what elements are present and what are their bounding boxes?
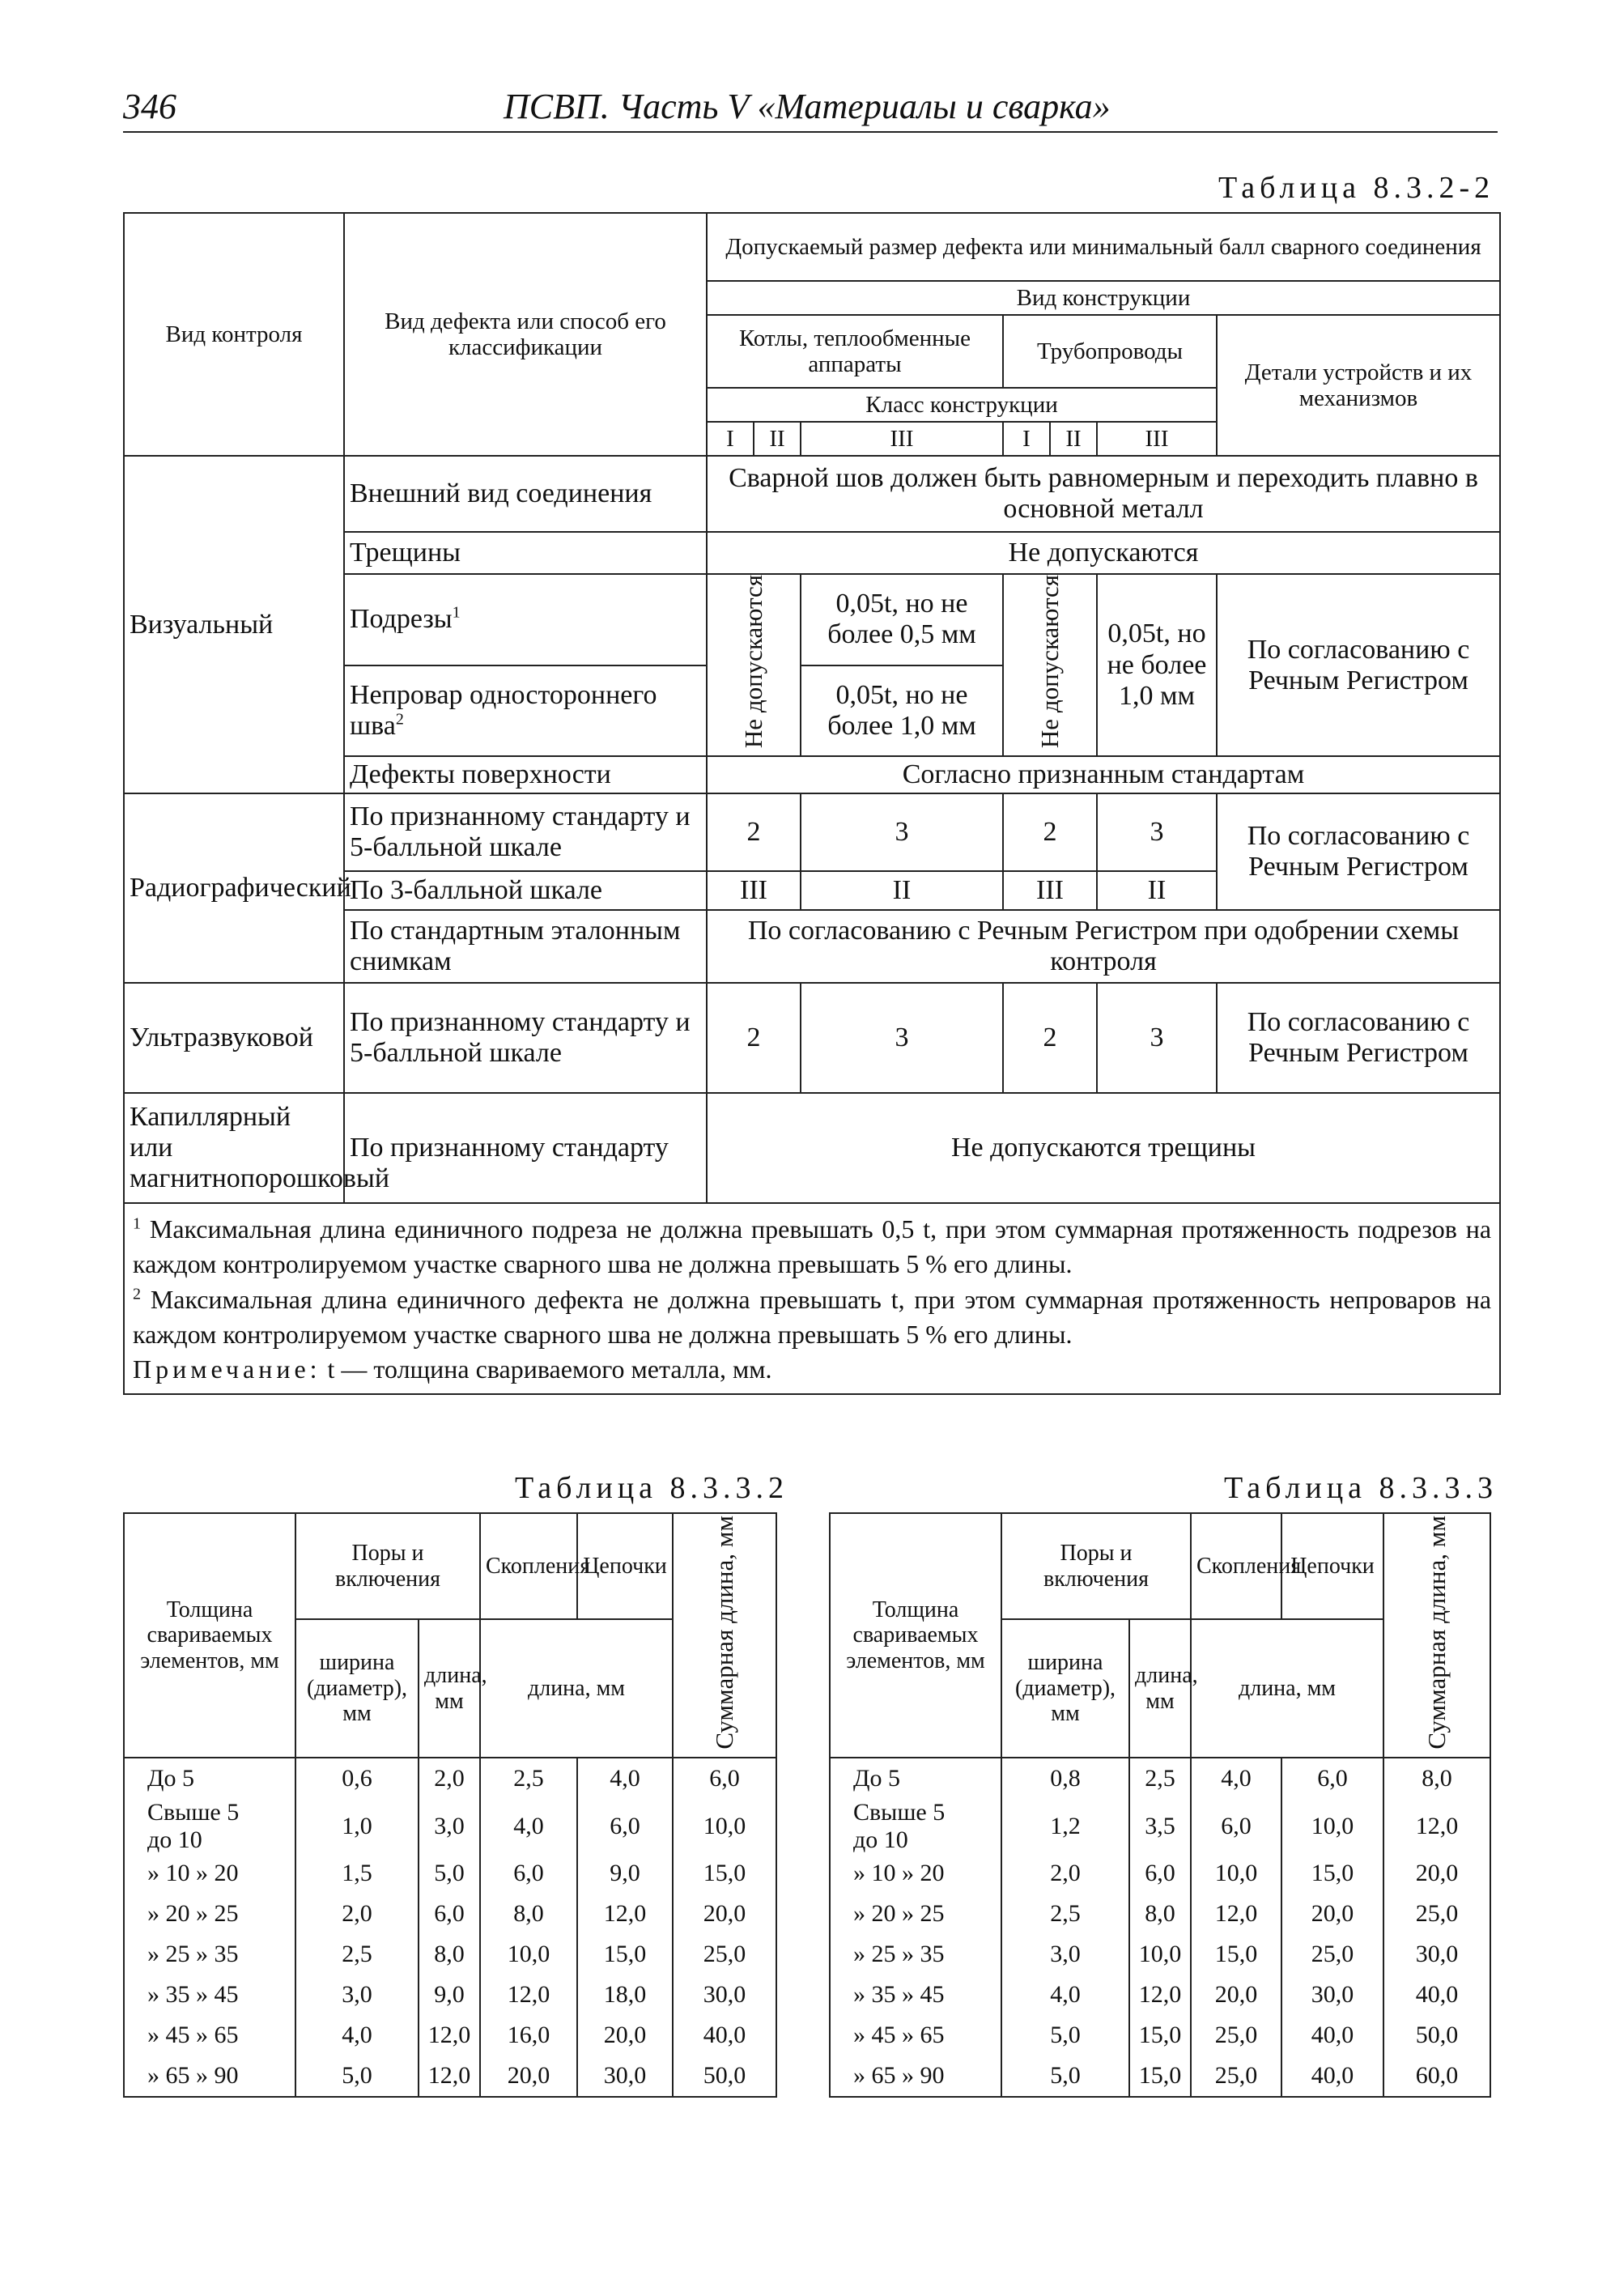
thickness-range: » 20 » 25 bbox=[853, 1900, 945, 1928]
thickness-cell bbox=[830, 1894, 1001, 1934]
radio-grade: III bbox=[707, 871, 801, 910]
pipes-value: 0,05t, но не более 1,0 мм bbox=[1097, 574, 1217, 756]
thickness-cell bbox=[124, 2056, 295, 2097]
defect-acceptance-table bbox=[123, 212, 1501, 1395]
value-cell: 30,0 bbox=[577, 2056, 673, 2097]
table-row bbox=[124, 1894, 776, 1934]
col-thickness: Толщина свариваемых элементов, мм bbox=[124, 1513, 295, 1758]
col-total: Суммарная длина, мм bbox=[1383, 1513, 1490, 1758]
table-row bbox=[830, 1975, 1490, 2015]
value-cell: 10,0 bbox=[673, 1799, 776, 1853]
ultra-value: 2 bbox=[707, 983, 801, 1093]
table-row bbox=[124, 1799, 776, 1853]
value-cell: 5,0 bbox=[419, 1853, 480, 1894]
thickness-range: » 35 » 45 bbox=[147, 1981, 239, 2009]
thickness-cell bbox=[830, 1799, 1001, 1853]
value-cell: 20,0 bbox=[1383, 1853, 1490, 1894]
col-total: Суммарная длина, мм bbox=[673, 1513, 776, 1758]
radio-value: 3 bbox=[1097, 793, 1217, 871]
thickness-cell bbox=[124, 1853, 295, 1894]
col-header-construction-type: Вид конструкции bbox=[707, 281, 1500, 315]
value-cell: 15,0 bbox=[673, 1853, 776, 1894]
value-cell: 8,0 bbox=[1129, 1894, 1191, 1934]
value-cell: 0,8 bbox=[1001, 1758, 1129, 1799]
value-cell: 10,0 bbox=[480, 1934, 577, 1975]
value-cell: 1,5 bbox=[295, 1853, 419, 1894]
col-chains: Цепочки bbox=[577, 1513, 673, 1619]
value-cracks: Не допускаются bbox=[707, 532, 1500, 574]
col-clusters: Скопления bbox=[480, 1513, 577, 1619]
thickness-range: Свыше 5 bbox=[853, 1798, 946, 1826]
radio-grade: II bbox=[1097, 871, 1217, 910]
col-pores: Поры и включения bbox=[295, 1513, 480, 1619]
table-row bbox=[830, 2056, 1490, 2097]
table-row bbox=[124, 2015, 776, 2056]
thickness-range: » 35 » 45 bbox=[853, 1981, 945, 2009]
table-caption: Таблица 8.3.2-2 bbox=[1218, 171, 1495, 205]
thickness-range: » 10 » 20 bbox=[147, 1860, 239, 1887]
thickness-cell bbox=[124, 1799, 295, 1853]
thickness-range: » 20 » 25 bbox=[147, 1900, 239, 1928]
value-cell: 3,0 bbox=[419, 1799, 480, 1853]
thickness-cell bbox=[830, 2056, 1001, 2097]
table-row bbox=[124, 1975, 776, 2015]
value-cell: 6,0 bbox=[480, 1853, 577, 1894]
value-cell: 4,0 bbox=[1191, 1758, 1281, 1799]
value-cell: 1,0 bbox=[295, 1799, 419, 1853]
thickness-cell bbox=[830, 2015, 1001, 2056]
value-cell: 25,0 bbox=[673, 1934, 776, 1975]
page-header bbox=[123, 81, 1498, 133]
value-cell: 18,0 bbox=[577, 1975, 673, 2015]
table-row bbox=[124, 2056, 776, 2097]
pores-table-1 bbox=[123, 1512, 777, 2098]
value-cell: 30,0 bbox=[673, 1975, 776, 2015]
value-cell: 3,0 bbox=[1001, 1934, 1129, 1975]
class-ii: II bbox=[754, 422, 801, 456]
ultra-value: 3 bbox=[801, 983, 1003, 1093]
value-cell: 9,0 bbox=[419, 1975, 480, 2015]
thickness-cell bbox=[124, 1975, 295, 2015]
footnote-2: $^2$ Максимальная длина единичного дефекта не должна превышать t, при этом суммарная протяженность непроваров на каждом контролируемом участке сварного шва не должна превышать 5 % его длины. bbox=[133, 1284, 1492, 1349]
radio-grade: II bbox=[801, 871, 1003, 910]
thickness-cell bbox=[830, 1758, 1001, 1799]
value-cell: 20,0 bbox=[1281, 1894, 1383, 1934]
ultra-value: 3 bbox=[1097, 983, 1217, 1093]
class-i: I bbox=[707, 422, 754, 456]
col-header-pipelines: Трубопроводы bbox=[1003, 315, 1217, 388]
col-length-short: длина, мм bbox=[419, 1619, 480, 1758]
value-cell: 6,0 bbox=[1191, 1799, 1281, 1853]
value-cell: 2,5 bbox=[1129, 1758, 1191, 1799]
value-cell: 4,0 bbox=[1001, 1975, 1129, 2015]
value-cell: 6,0 bbox=[1129, 1853, 1191, 1894]
radio-details-value: По согласованию с Речным Регистром bbox=[1217, 793, 1500, 910]
footnote-1: $^1$ Максимальная длина единичного подреза не должна превышать 0,5 t, при этом суммарная протяженность подрезов на каждом контролируемом участке сварного шва не должна превышать 5 % его длины. bbox=[133, 1214, 1492, 1279]
value-cell: 16,0 bbox=[480, 2015, 577, 2056]
table-row bbox=[830, 2015, 1490, 2056]
value-cell: 4,0 bbox=[295, 2015, 419, 2056]
value-cell: 40,0 bbox=[1281, 2015, 1383, 2056]
thickness-range: » 65 » 90 bbox=[147, 2062, 239, 2090]
table-row bbox=[830, 1894, 1490, 1934]
col-header-allowed: Допускаемый размер дефекта или минимальный балл сварного соединения bbox=[707, 213, 1500, 281]
value-cell: 40,0 bbox=[673, 2015, 776, 2056]
col-length: длина, мм bbox=[1191, 1619, 1383, 1758]
thickness-range: » 45 » 65 bbox=[147, 2022, 239, 2049]
value-surface: Согласно признанным стандартам bbox=[707, 756, 1500, 793]
value-cell: 2,5 bbox=[480, 1758, 577, 1799]
value-cell: 6,0 bbox=[673, 1758, 776, 1799]
defect-undercuts: Подрезы$^1$ bbox=[344, 574, 707, 665]
value-cell: 12,0 bbox=[480, 1975, 577, 2015]
value-cell: 12,0 bbox=[419, 2056, 480, 2097]
defect-lack-of-penetration: Непровар одностороннего шва$^2$ bbox=[344, 665, 707, 757]
value-cell: 4,0 bbox=[577, 1758, 673, 1799]
ultra-value: 2 bbox=[1003, 983, 1097, 1093]
table-row bbox=[830, 1758, 1490, 1799]
value-cell: 3,0 bbox=[295, 1975, 419, 2015]
value-cell: 2,5 bbox=[1001, 1894, 1129, 1934]
value-cell: 6,0 bbox=[577, 1799, 673, 1853]
value-cell: 9,0 bbox=[577, 1853, 673, 1894]
value-cell: 3,5 bbox=[1129, 1799, 1191, 1853]
value-cell: 60,0 bbox=[1383, 2056, 1490, 2097]
method-visual: Визуальный bbox=[124, 456, 344, 793]
value-cell: 15,0 bbox=[1281, 1853, 1383, 1894]
col-clusters: Скопления bbox=[1191, 1513, 1281, 1619]
value-cell: 2,0 bbox=[1001, 1853, 1129, 1894]
col-header-method: Вид контроля bbox=[124, 213, 344, 456]
table-caption: Таблица 8.3.3.2 bbox=[515, 1471, 789, 1505]
value-cell: 20,0 bbox=[480, 2056, 577, 2097]
value-capillary: Не допускаются трещины bbox=[707, 1093, 1500, 1203]
pores-table-2 bbox=[829, 1512, 1491, 2098]
penetration-boilers: 0,05t, но не более 1,0 мм bbox=[801, 665, 1003, 757]
thickness-range: » 25 » 35 bbox=[147, 1941, 239, 1968]
value-cell: 2,0 bbox=[419, 1758, 480, 1799]
defect-capillary: По признанному стандарту bbox=[344, 1093, 707, 1203]
value-cell: 20,0 bbox=[673, 1894, 776, 1934]
thickness-range: » 10 » 20 bbox=[853, 1860, 945, 1887]
value-cell: 8,0 bbox=[1383, 1758, 1490, 1799]
table-row bbox=[830, 1853, 1490, 1894]
thickness-cell bbox=[830, 1853, 1001, 1894]
thickness-range: » 45 » 65 bbox=[853, 2022, 945, 2049]
value-cell: 4,0 bbox=[480, 1799, 577, 1853]
method-ultrasonic: Ультразвуковой bbox=[124, 983, 344, 1093]
table-row bbox=[124, 1934, 776, 1975]
not-allowed-boilers: Не допускаются bbox=[707, 574, 801, 756]
col-length-short: длина, мм bbox=[1129, 1619, 1191, 1758]
value-cell: 40,0 bbox=[1383, 1975, 1490, 2015]
thickness-range: До 5 bbox=[853, 1765, 900, 1792]
col-length: длина, мм bbox=[480, 1619, 673, 1758]
value-cell: 12,0 bbox=[577, 1894, 673, 1934]
value-cell: 12,0 bbox=[1129, 1975, 1191, 2015]
value-cell: 5,0 bbox=[295, 2056, 419, 2097]
table-row bbox=[124, 1758, 776, 1799]
value-cell: 20,0 bbox=[1191, 1975, 1281, 2015]
thickness-cell bbox=[124, 2015, 295, 2056]
remark: Примечание: t — толщина свариваемого металла, мм. bbox=[133, 1354, 772, 1384]
col-thickness: Толщина свариваемых элементов, мм bbox=[830, 1513, 1001, 1758]
value-radio-etalon: По согласованию с Речным Регистром при одобрении схемы контроля bbox=[707, 910, 1500, 983]
table-row bbox=[124, 1853, 776, 1894]
value-cell: 8,0 bbox=[419, 1934, 480, 1975]
value-cell: 5,0 bbox=[1001, 2015, 1129, 2056]
defect-radio-5scale: По признанному стандарту и 5-балльной шкале bbox=[344, 793, 707, 871]
thickness-cell bbox=[124, 1934, 295, 1975]
page-number: 346 bbox=[123, 87, 176, 126]
table-row bbox=[830, 1799, 1490, 1853]
not-allowed-pipes: Не допускаются bbox=[1003, 574, 1097, 756]
table-body bbox=[124, 1758, 776, 2097]
value-cell: 50,0 bbox=[673, 2056, 776, 2097]
method-radiographic: Радиографический bbox=[124, 793, 344, 983]
value-cell: 15,0 bbox=[1129, 2015, 1191, 2056]
value-cell: 30,0 bbox=[1383, 1934, 1490, 1975]
value-cell: 15,0 bbox=[1191, 1934, 1281, 1975]
thickness-cell bbox=[830, 1934, 1001, 1975]
value-cell: 30,0 bbox=[1281, 1975, 1383, 2015]
value-cell: 10,0 bbox=[1129, 1934, 1191, 1975]
thickness-range: До 5 bbox=[147, 1765, 194, 1792]
value-cell: 8,0 bbox=[480, 1894, 577, 1934]
thickness-cell bbox=[124, 1758, 295, 1799]
col-pores: Поры и включения bbox=[1001, 1513, 1191, 1619]
value-cell: 20,0 bbox=[577, 2015, 673, 2056]
thickness-range: Свыше 5 bbox=[147, 1798, 240, 1826]
value-appearance: Сварной шов должен быть равномерным и переходить плавно в основной металл bbox=[707, 456, 1500, 532]
value-cell: 6,0 bbox=[419, 1894, 480, 1934]
value-cell: 1,2 bbox=[1001, 1799, 1129, 1853]
thickness-range-cont: до 10 bbox=[147, 1826, 202, 1853]
details-value: По согласованию с Речным Регистром bbox=[1217, 574, 1500, 756]
radio-value: 3 bbox=[801, 793, 1003, 871]
value-cell: 15,0 bbox=[1129, 2056, 1191, 2097]
table-caption: Таблица 8.3.3.3 bbox=[1224, 1471, 1498, 1505]
defect-appearance: Внешний вид соединения bbox=[344, 456, 707, 532]
thickness-cell bbox=[830, 1975, 1001, 2015]
value-cell: 0,6 bbox=[295, 1758, 419, 1799]
table-notes bbox=[124, 1203, 1500, 1394]
value-cell: 12,0 bbox=[1191, 1894, 1281, 1934]
value-cell: 10,0 bbox=[1281, 1799, 1383, 1853]
class-iii: III bbox=[801, 422, 1003, 456]
table-body bbox=[830, 1758, 1490, 2097]
thickness-cell bbox=[124, 1894, 295, 1934]
value-cell: 15,0 bbox=[577, 1934, 673, 1975]
value-cell: 12,0 bbox=[419, 2015, 480, 2056]
class-i: I bbox=[1003, 422, 1050, 456]
thickness-range: » 25 » 35 bbox=[853, 1941, 945, 1968]
value-cell: 25,0 bbox=[1383, 1894, 1490, 1934]
value-cell: 2,5 bbox=[295, 1934, 419, 1975]
thickness-range-cont: до 10 bbox=[853, 1826, 908, 1853]
thickness-range: » 65 » 90 bbox=[853, 2062, 945, 2090]
value-cell: 10,0 bbox=[1191, 1853, 1281, 1894]
defect-surface: Дефекты поверхности bbox=[344, 756, 707, 793]
radio-value: 2 bbox=[1003, 793, 1097, 871]
undercut-boilers: 0,05t, но не более 0,5 мм bbox=[801, 574, 1003, 665]
defect-radio-3scale: По 3-балльной шкале bbox=[344, 871, 707, 910]
radio-value: 2 bbox=[707, 793, 801, 871]
col-header-defect: Вид дефекта или способ его классификации bbox=[344, 213, 707, 456]
col-width: ширина (диаметр), мм bbox=[1001, 1619, 1129, 1758]
ultra-details-value: По согласованию с Речным Регистром bbox=[1217, 983, 1500, 1093]
value-cell: 40,0 bbox=[1281, 2056, 1383, 2097]
defect-ultrasonic: По признанному стандарту и 5-балльной шкале bbox=[344, 983, 707, 1093]
value-cell: 12,0 bbox=[1383, 1799, 1490, 1853]
radio-grade: III bbox=[1003, 871, 1097, 910]
defect-cracks: Трещины bbox=[344, 532, 707, 574]
class-iii: III bbox=[1097, 422, 1217, 456]
value-cell: 50,0 bbox=[1383, 2015, 1490, 2056]
table-row bbox=[830, 1934, 1490, 1975]
value-cell: 25,0 bbox=[1191, 2056, 1281, 2097]
method-capillary: Капиллярный или магнитнопорошковый bbox=[124, 1093, 344, 1203]
col-header-details: Детали устройств и их механизмов bbox=[1217, 315, 1500, 456]
defect-radio-etalon: По стандартным эталонным снимкам bbox=[344, 910, 707, 983]
value-cell: 6,0 bbox=[1281, 1758, 1383, 1799]
class-ii: II bbox=[1050, 422, 1097, 456]
running-title: ПСВП. Часть V «Материалы и сварка» bbox=[504, 87, 1111, 126]
col-chains: Цепочки bbox=[1281, 1513, 1383, 1619]
col-header-boilers: Котлы, теплообменные аппараты bbox=[707, 315, 1003, 388]
value-cell: 5,0 bbox=[1001, 2056, 1129, 2097]
value-cell: 2,0 bbox=[295, 1894, 419, 1934]
value-cell: 25,0 bbox=[1281, 1934, 1383, 1975]
col-header-class: Класс конструкции bbox=[707, 388, 1217, 422]
value-cell: 25,0 bbox=[1191, 2015, 1281, 2056]
col-width: ширина (диаметр), мм bbox=[295, 1619, 419, 1758]
